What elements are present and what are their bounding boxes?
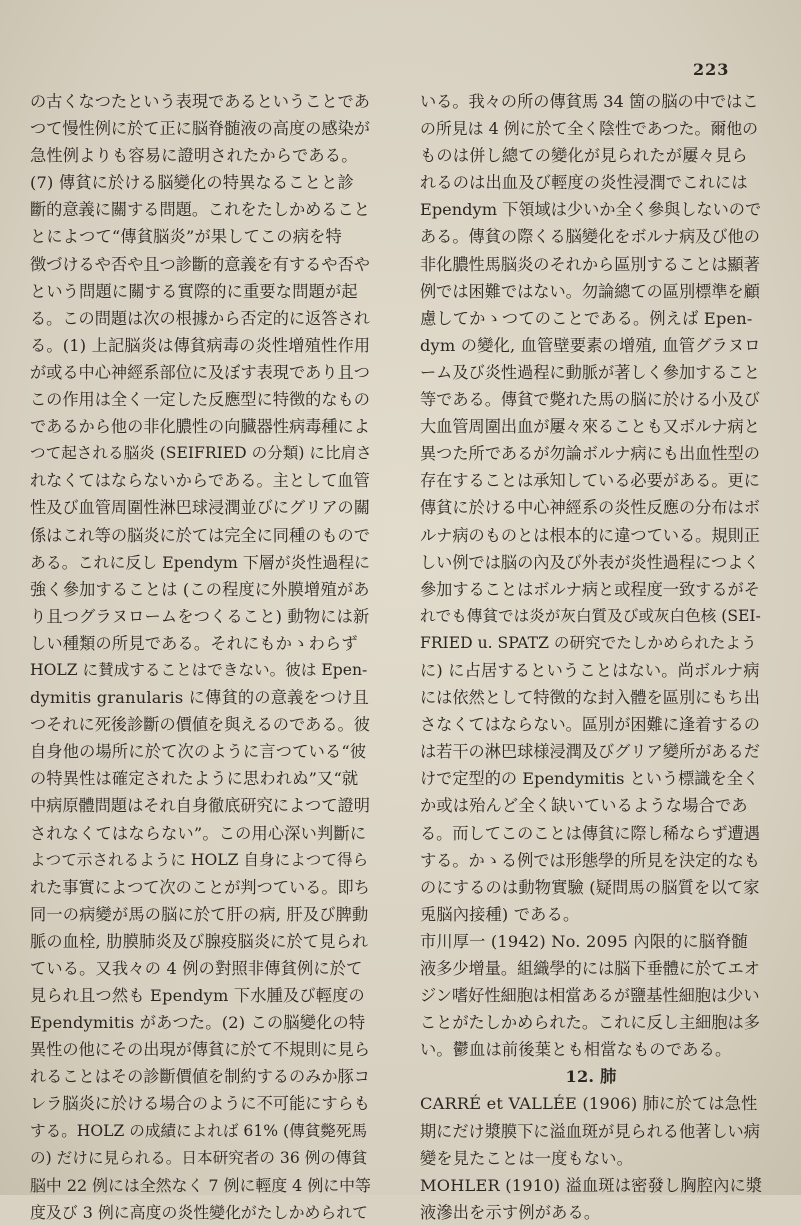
text-line: 係はこれ等の脳炎に於ては完全に同種のもので xyxy=(30,525,370,545)
text-line: る。而してこのことは傳貧に際し稀ならず遭遇 xyxy=(420,823,760,843)
text-line: よつて示されるように HOLZ 自身によつて得ら xyxy=(30,850,369,869)
text-line: 液多少增量。組織學的には脳下垂體に於てエオ xyxy=(420,959,760,978)
text-line: いる。我々の所の傳貧馬 34 箇の脳の中ではこ xyxy=(420,92,759,111)
text-line: 異性の他にその出現が傳貧に於て不規則に見ら xyxy=(30,1040,370,1060)
page-number: 223 xyxy=(693,60,730,79)
text-line: 同一の病變が馬の脳に於て肝の病, 肝及び脾動 xyxy=(30,904,369,924)
text-line: FRIED u. SPATZ の研究でたしかめられたよう xyxy=(420,633,757,652)
text-line: 慮してかゝつてのことである。例えば Epen- xyxy=(420,308,753,328)
text-line: の所見は 4 例に於て全く陰性であつた。爾他の xyxy=(420,119,759,139)
text-line: れでも傳貧では炎が灰白質及び或灰白色核 (SEI- xyxy=(420,606,761,625)
text-line: つて慢性例に於て正に脳脊髄液の高度の感染が xyxy=(30,119,370,139)
text-line: には依然として特徴的な封入體を區別にもち出 xyxy=(420,688,760,708)
right-column xyxy=(420,88,762,1226)
text-line: ている。又我々の 4 例の對照非傳貧例に於て xyxy=(30,959,363,978)
text-line: ある。傳貧の際くる脳變化をボルナ病及び他の xyxy=(420,227,760,247)
text-line: れるのは出血及び輕度の炎性浸潤でこれには xyxy=(420,173,748,193)
text-line: ものは併し總ての變化が見られたが屢々見ら xyxy=(420,146,748,166)
text-line: 性及び血管周圍性淋巴球浸潤並びにグリアの關 xyxy=(30,498,370,518)
left-column xyxy=(30,88,372,1226)
text-line: Ependym 下領域は少いか全く參與しないので xyxy=(420,200,762,220)
text-line: dymitis granularis に傳貧的の意義をつけ且 xyxy=(30,688,370,708)
text-line: 中病原體問題はそれ自身徹底研究によつて證明 xyxy=(30,796,370,816)
text-line: の古くなつたという表現であるということであ xyxy=(30,92,370,111)
text-line: 傳貧に於ける中心神經系の炎性反應の分布はボ xyxy=(420,498,760,518)
text-line: る。この問題は次の根據から否定的に返答され xyxy=(30,308,370,328)
text-line: る。(1) 上記脳炎は傳貧病毒の炎性增殖性作用 xyxy=(30,335,371,355)
text-line: 液滲出を示す例がある。 xyxy=(420,1202,601,1222)
text-line: されなくてはならない”。この用心深い判斷に xyxy=(30,823,367,843)
text-line: (7) 傳貧に於ける脳變化の特異なることと診 xyxy=(30,173,354,193)
text-line: MOHLER (1910) 溢血斑は密發し胸腔內に漿 xyxy=(420,1175,762,1195)
text-line: けで定型的の Ependymitis という標識を全く xyxy=(420,769,760,789)
text-line: 參加することはボルナ病と或程度一致するがそ xyxy=(420,579,760,599)
text-line: い。鬱血は前後葉とも相當なものである。 xyxy=(420,1040,732,1060)
text-line: さなくてはならない。區別が困難に逢着するの xyxy=(420,715,760,735)
text-line: レラ脳炎に於ける場合のように不可能にすらも xyxy=(30,1094,370,1114)
text-line: れることはその診斷價値を制約するのみか豚コ xyxy=(30,1067,370,1087)
text-line: 急性例よりも容易に證明されたからである。 xyxy=(30,146,358,166)
text-line: 徴づけるや否や且つ診斷的意義を有するや否や xyxy=(30,254,370,274)
text-line: HOLZ に賛成することはできない。彼は Epen- xyxy=(30,660,368,679)
text-line: しい種類の所見である。それにもかゝわらず xyxy=(30,633,358,653)
text-line: 期にだけ漿膜下に溢血斑が見られる他著しい病 xyxy=(420,1121,760,1141)
text-line: CARRÉ et VALLÉE (1906) 肺に於ては急性 xyxy=(420,1094,758,1114)
text-line: 非化膿性馬脳炎のそれから區別することは顯著 xyxy=(420,254,760,274)
text-line: 強く參加することは (この程度に外膜增殖があ xyxy=(30,579,370,599)
text-line: Ependymitis があつた。(2) この脳變化の特 xyxy=(30,1013,366,1033)
text-line: れなくてはならないからである。主として血管 xyxy=(30,471,370,491)
text-line: この作用は全く一定した反應型に特徴的なもの xyxy=(30,390,370,410)
text-line: 度及び 3 例に高度の炎性變化がたしかめられて xyxy=(30,1202,369,1222)
text-line: に) に占居するということはない。尚ボルナ病 xyxy=(420,660,760,680)
text-line: のにするのは動物實驗 (疑問馬の脳質を以て家 xyxy=(420,877,760,897)
text-line: 變を見たことは一度もない。 xyxy=(420,1148,634,1168)
text-line: は若干の淋巴球様浸潤及びグリア變所があるだ xyxy=(420,742,760,762)
text-line: 自身他の場所に於て次のように言つている“彼 xyxy=(30,742,367,762)
text-line: の) だけに見られる。日本研究者の 36 例の傳貧 xyxy=(30,1148,368,1167)
text-line: つて起される脳炎 (SEIFRIED の分類) に比肩さ xyxy=(30,444,372,463)
text-line: 等である。傳貧で斃れた馬の脳に於ける小及び xyxy=(420,390,760,410)
text-line: ジン嗜好性細胞は相當あるが鹽基性細胞は少い xyxy=(420,986,760,1006)
text-line: 脳中 22 例には全然なく 7 例に輕度 4 例に中等 xyxy=(30,1175,371,1195)
text-line: する。かゝる例では形態學的所見を決定的なも xyxy=(420,850,760,870)
text-line: 兎脳內接種) である。 xyxy=(420,904,580,924)
text-line: ことがたしかめられた。これに反し主細胞は多 xyxy=(420,1013,760,1033)
text-line: する。HOLZ の成績によれば 61% (傳貧斃死馬 xyxy=(30,1121,368,1140)
text-line: しい例では脳の內及び外表が炎性過程につよく xyxy=(420,552,760,572)
text-line: り且つグラヌロームをつくること) 動物には新 xyxy=(30,606,370,626)
text-line: 脈の血栓, 肋膜肺炎及び腺疫脳炎に於て見られ xyxy=(30,931,369,951)
text-line: であるから他の非化膿性の向臓器性病毒種によ xyxy=(30,417,370,437)
text-line: 存在することは承知している必要がある。更に xyxy=(420,471,760,491)
text-line: ルナ病のものとは根本的に違つている。規則正 xyxy=(420,525,760,545)
text-line: つそれに死後診斷の價値を與えるのである。彼 xyxy=(30,715,370,735)
text-line: 斷的意義に關する問題。これをたしかめること xyxy=(30,200,370,220)
text-line: dym の變化, 血管壁要素の增殖, 血管グラヌロ xyxy=(420,335,761,355)
text-line: れた事實によつて次のことが判つている。即ち xyxy=(30,877,370,897)
text-line: という問題に關する實際的に重要な問題が起 xyxy=(30,281,358,301)
text-line: 例では困難ではない。勿論總ての區別標準を顧 xyxy=(420,281,760,301)
text-line: か或は殆んど全く缺いているような場合であ xyxy=(420,796,748,816)
text-line: ある。これに反し Ependym 下層が炎性過程に xyxy=(30,552,370,572)
text-line: の特異性は確定されたように思われぬ”又“就 xyxy=(30,769,359,789)
text-line: 市川厚一 (1942) No. 2095 內限的に脳脊髄 xyxy=(420,931,749,951)
text-line: 異つた所であるが勿論ボルナ病にも出血性型の xyxy=(420,444,760,464)
text-line: とによつて“傳貧脳炎”が果してこの病を特 xyxy=(30,227,342,247)
text-line: 見られ且つ然も Ependym 下水腫及び輕度の xyxy=(30,986,365,1006)
text-line: が或る中心神經系部位に及ぼす表現であり且つ xyxy=(30,362,370,382)
text-line: ーム及び炎性過程に動脈が著しく參加すること xyxy=(420,362,760,382)
text-line: 大血管周圍出血が屢々來ることも又ボルナ病と xyxy=(420,417,760,437)
section-heading: 12. 肺 xyxy=(565,1067,617,1087)
